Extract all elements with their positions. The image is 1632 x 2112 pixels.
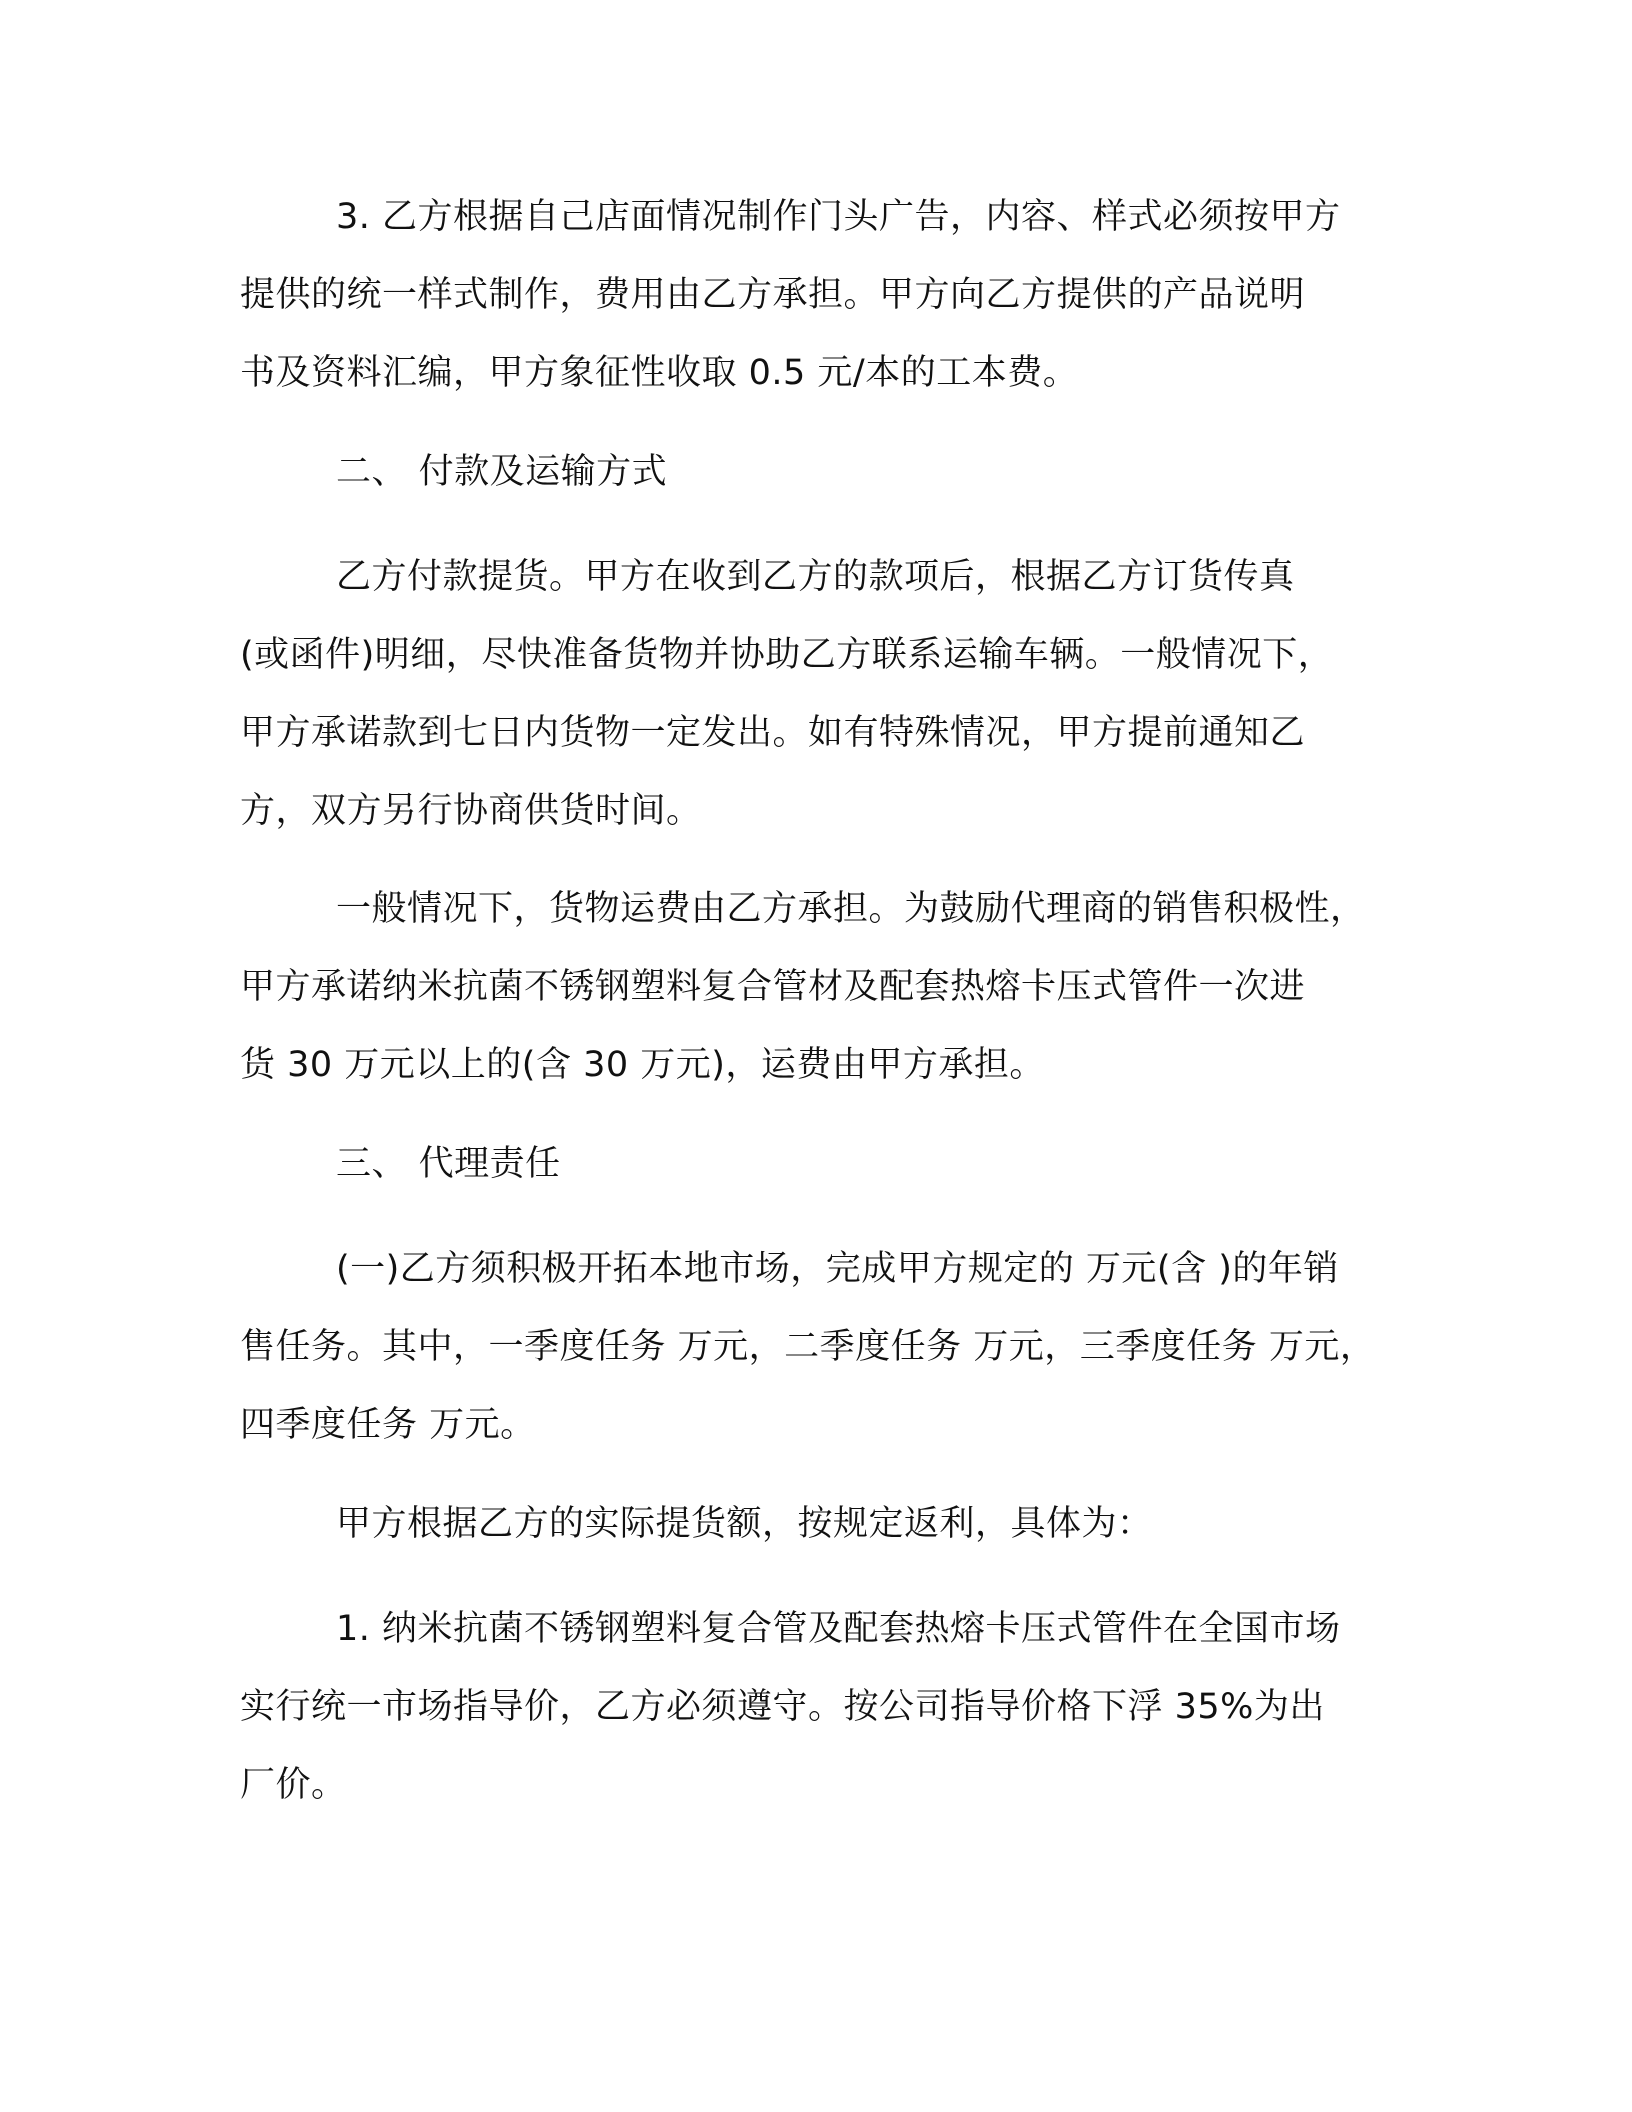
paragraph-line: 1. 纳米抗菌不锈钢塑料复合管及配套热熔卡压式管件在全国市场 bbox=[336, 1609, 1341, 1649]
paragraph-line: (或函件)明细，尽快准备货物并协助乙方联系运输车辆。一般情况下， bbox=[240, 635, 1334, 675]
paragraph-price-guidance bbox=[240, 1590, 1410, 1824]
section-heading-payment: 二、 付款及运输方式 bbox=[336, 452, 668, 492]
paragraph-freight bbox=[240, 870, 1410, 1104]
paragraph-line: 售任务。其中，一季度任务 万元，二季度任务 万元，三季度任务 万元， bbox=[240, 1327, 1376, 1367]
paragraph-line: 提供的统一样式制作，费用由乙方承担。甲方向乙方提供的产品说明 bbox=[240, 275, 1306, 315]
paragraph-line: 3. 乙方根据自己店面情况制作门头广告，内容、样式必须按甲方 bbox=[336, 197, 1341, 237]
paragraph-line: 一般情况下，货物运费由乙方承担。为鼓励代理商的销售积极性， bbox=[336, 889, 1366, 929]
paragraph-line: 甲方承诺款到七日内货物一定发出。如有特殊情况，甲方提前通知乙 bbox=[240, 713, 1306, 753]
paragraph-line: 实行统一市场指导价，乙方必须遵守。按公司指导价格下浮 35%为出 bbox=[240, 1687, 1325, 1727]
paragraph-line: 甲方根据乙方的实际提货额，按规定返利，具体为： bbox=[336, 1504, 1153, 1544]
paragraph-line: 货 30 万元以上的(含 30 万元)，运费由甲方承担。 bbox=[240, 1045, 1045, 1085]
paragraph-line: 书及资料汇编，甲方象征性收取 0.5 元/本的工本费。 bbox=[240, 353, 1079, 393]
paragraph-payment bbox=[240, 538, 1410, 850]
paragraph-line: 方，双方另行协商供货时间。 bbox=[240, 791, 702, 831]
paragraph-line: 甲方承诺纳米抗菌不锈钢塑料复合管材及配套热熔卡压式管件一次进 bbox=[240, 967, 1306, 1007]
paragraph-line: 四季度任务 万元。 bbox=[240, 1405, 536, 1445]
paragraph-rebate-intro bbox=[240, 1485, 1410, 1563]
paragraph-shopfront-ads bbox=[240, 178, 1410, 412]
section-heading-agency-duty: 三、 代理责任 bbox=[336, 1144, 561, 1184]
paragraph-line: 乙方付款提货。甲方在收到乙方的款项后，根据乙方订货传真 bbox=[336, 557, 1295, 597]
paragraph-sales-target bbox=[240, 1230, 1410, 1464]
paragraph-line: (一)乙方须积极开拓本地市场，完成甲方规定的 万元(含 )的年销 bbox=[336, 1249, 1339, 1289]
paragraph-line: 厂价。 bbox=[240, 1765, 347, 1805]
